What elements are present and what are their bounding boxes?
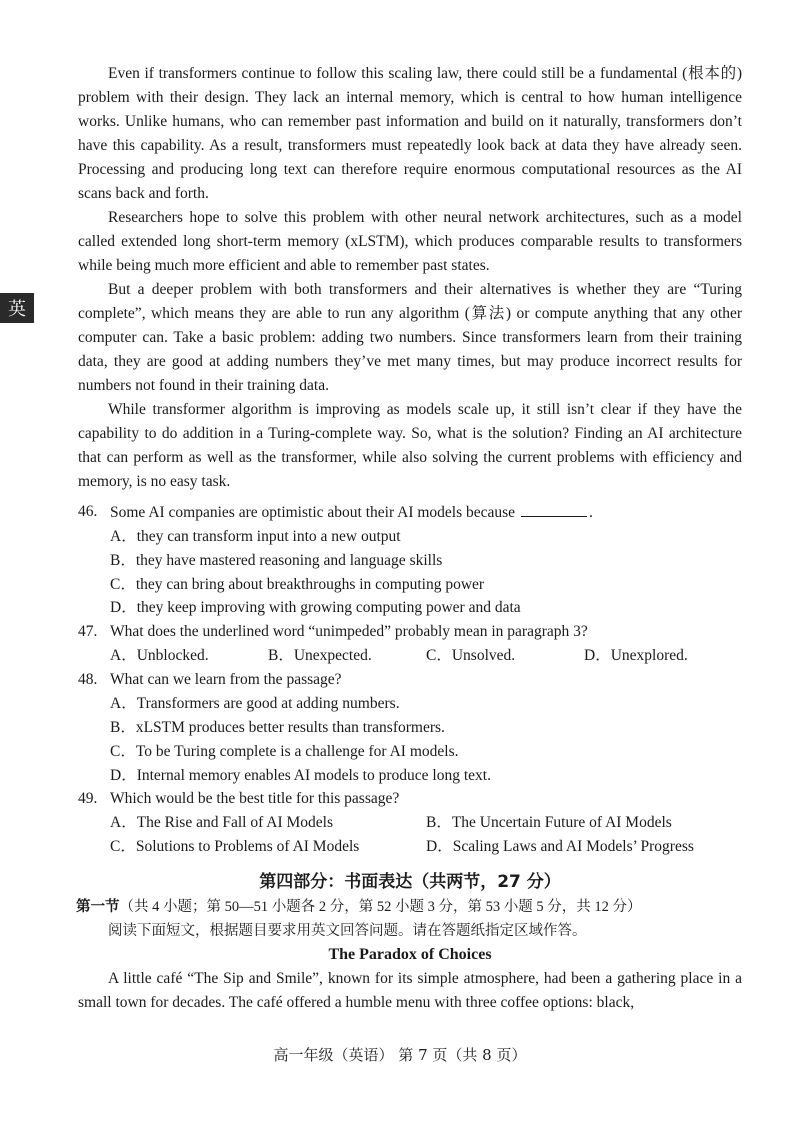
option-a: A．Transformers are good at adding numbers. (110, 695, 400, 713)
page-footer: 高一年级（英语） 第 7 页（共 8 页） (273, 1046, 527, 1064)
passage-paragraph-3: But a deeper problem with both transformers and their alternatives is whether they are “Turing complete”, which means they are able to run any algorithm (算法) or compute anything that any other computer can. Take a basic problem: adding two numbers. Since transformers learn from their training data, they are good at adding numbers they’ve met many times, but may produce incorrect results for numbers not found in their training data. (78, 281, 742, 394)
question-stem: Some AI companies are optimistic about their AI models because . (110, 500, 593, 525)
option-d: D．Internal memory enables AI models to produce long text. (110, 766, 491, 784)
question-stem: What does the underlined word “unimpeded” probably mean in paragraph 3? (110, 623, 588, 641)
option-a: A．The Rise and Fall of AI Models (110, 814, 334, 832)
option-b: B．Unexpected. (268, 647, 372, 665)
option-b: B．xLSTM produces better results than transformers. (110, 718, 445, 736)
option-d: D．they keep improving with growing computing power and data (110, 599, 521, 617)
passage-paragraph-1: Even if transformers continue to follow this scaling law, there could still be a fundamental (根本的) problem with their design. They lack an internal memory, which is central to how human intelligence works. Unlike humans, who can remember past information and build on it naturally, transformers don’t have this capability. As a result, transformers must repeatedly look back at data they have already seen. Processing and producing long text can therefore require enormous computational resources as the AI scans back and forth. (78, 65, 742, 202)
passage-paragraph-4: While transformer algorithm is improving as models scale up, it still isn’t clear if they have the capability to do addition in a Turing-complete way. So, what is the solution? Finding an AI architecture that can perform as well as the transformer, while also solving the current problems with efficiency and memory, is no easy task. (78, 401, 742, 490)
question-46 (78, 500, 742, 620)
passage-paragraph-2: Researchers hope to solve this problem with other neural network architectures, such as a model called extended long short-term memory (xLSTM), which produces comparable results to transformers while being much more efficient and able to remember past states. (78, 209, 742, 274)
answer-blank (521, 500, 587, 517)
essay-title: The Paradox of Choices (328, 946, 492, 964)
question-number: 46. (78, 503, 98, 520)
essay-paragraph-1: A little café “The Sip and Smile”, known for its simple atmosphere, had been a gathering place in a small town for decades. The café offered a humble menu with three coffee options: black, (78, 970, 742, 1012)
option-c: C．Solutions to Problems of AI Models (110, 838, 360, 856)
question-47 (78, 620, 742, 668)
part-four-title: 第四部分：书面表达（共两节，27 分） (259, 872, 561, 893)
question-stem: What can we learn from the passage? (110, 671, 342, 689)
option-d: D．Scaling Laws and AI Models’ Progress (426, 838, 694, 856)
subject-tab: 英 (0, 293, 34, 323)
question-number: 48. (78, 671, 98, 689)
section-instruction: 阅读下面短文，根据题目要求用英文回答问题。请在答题纸指定区域作答。 (108, 923, 587, 940)
question-49 (78, 787, 742, 859)
question-number: 49. (78, 790, 98, 808)
option-row (78, 644, 742, 668)
question-number: 47. (78, 623, 98, 641)
question-stem: Which would be the best title for this passage? (110, 790, 400, 808)
option-c: C．Unsolved. (426, 647, 516, 665)
option-b: B．The Uncertain Future of AI Models (426, 814, 672, 832)
option-c: C．they can bring about breakthroughs in computing power (110, 575, 485, 593)
option-c: C．To be Turing complete is a challenge for AI models. (110, 742, 459, 760)
option-a: A．Unblocked. (110, 647, 209, 665)
question-list (78, 500, 742, 859)
page-content (78, 62, 742, 1015)
option-a: A．they can transform input into a new output (110, 528, 401, 545)
option-d: D．Unexplored. (584, 647, 688, 665)
option-row (78, 835, 742, 859)
option-row (78, 811, 742, 835)
question-48 (78, 668, 742, 787)
option-b: B．they have mastered reasoning and language skills (110, 551, 443, 569)
section-one-header: 第一节（共 4 小题；第 50—51 小题各 2 分，第 52 小题 3 分，第 53 小题 5 分，共 12 分） (76, 899, 642, 916)
